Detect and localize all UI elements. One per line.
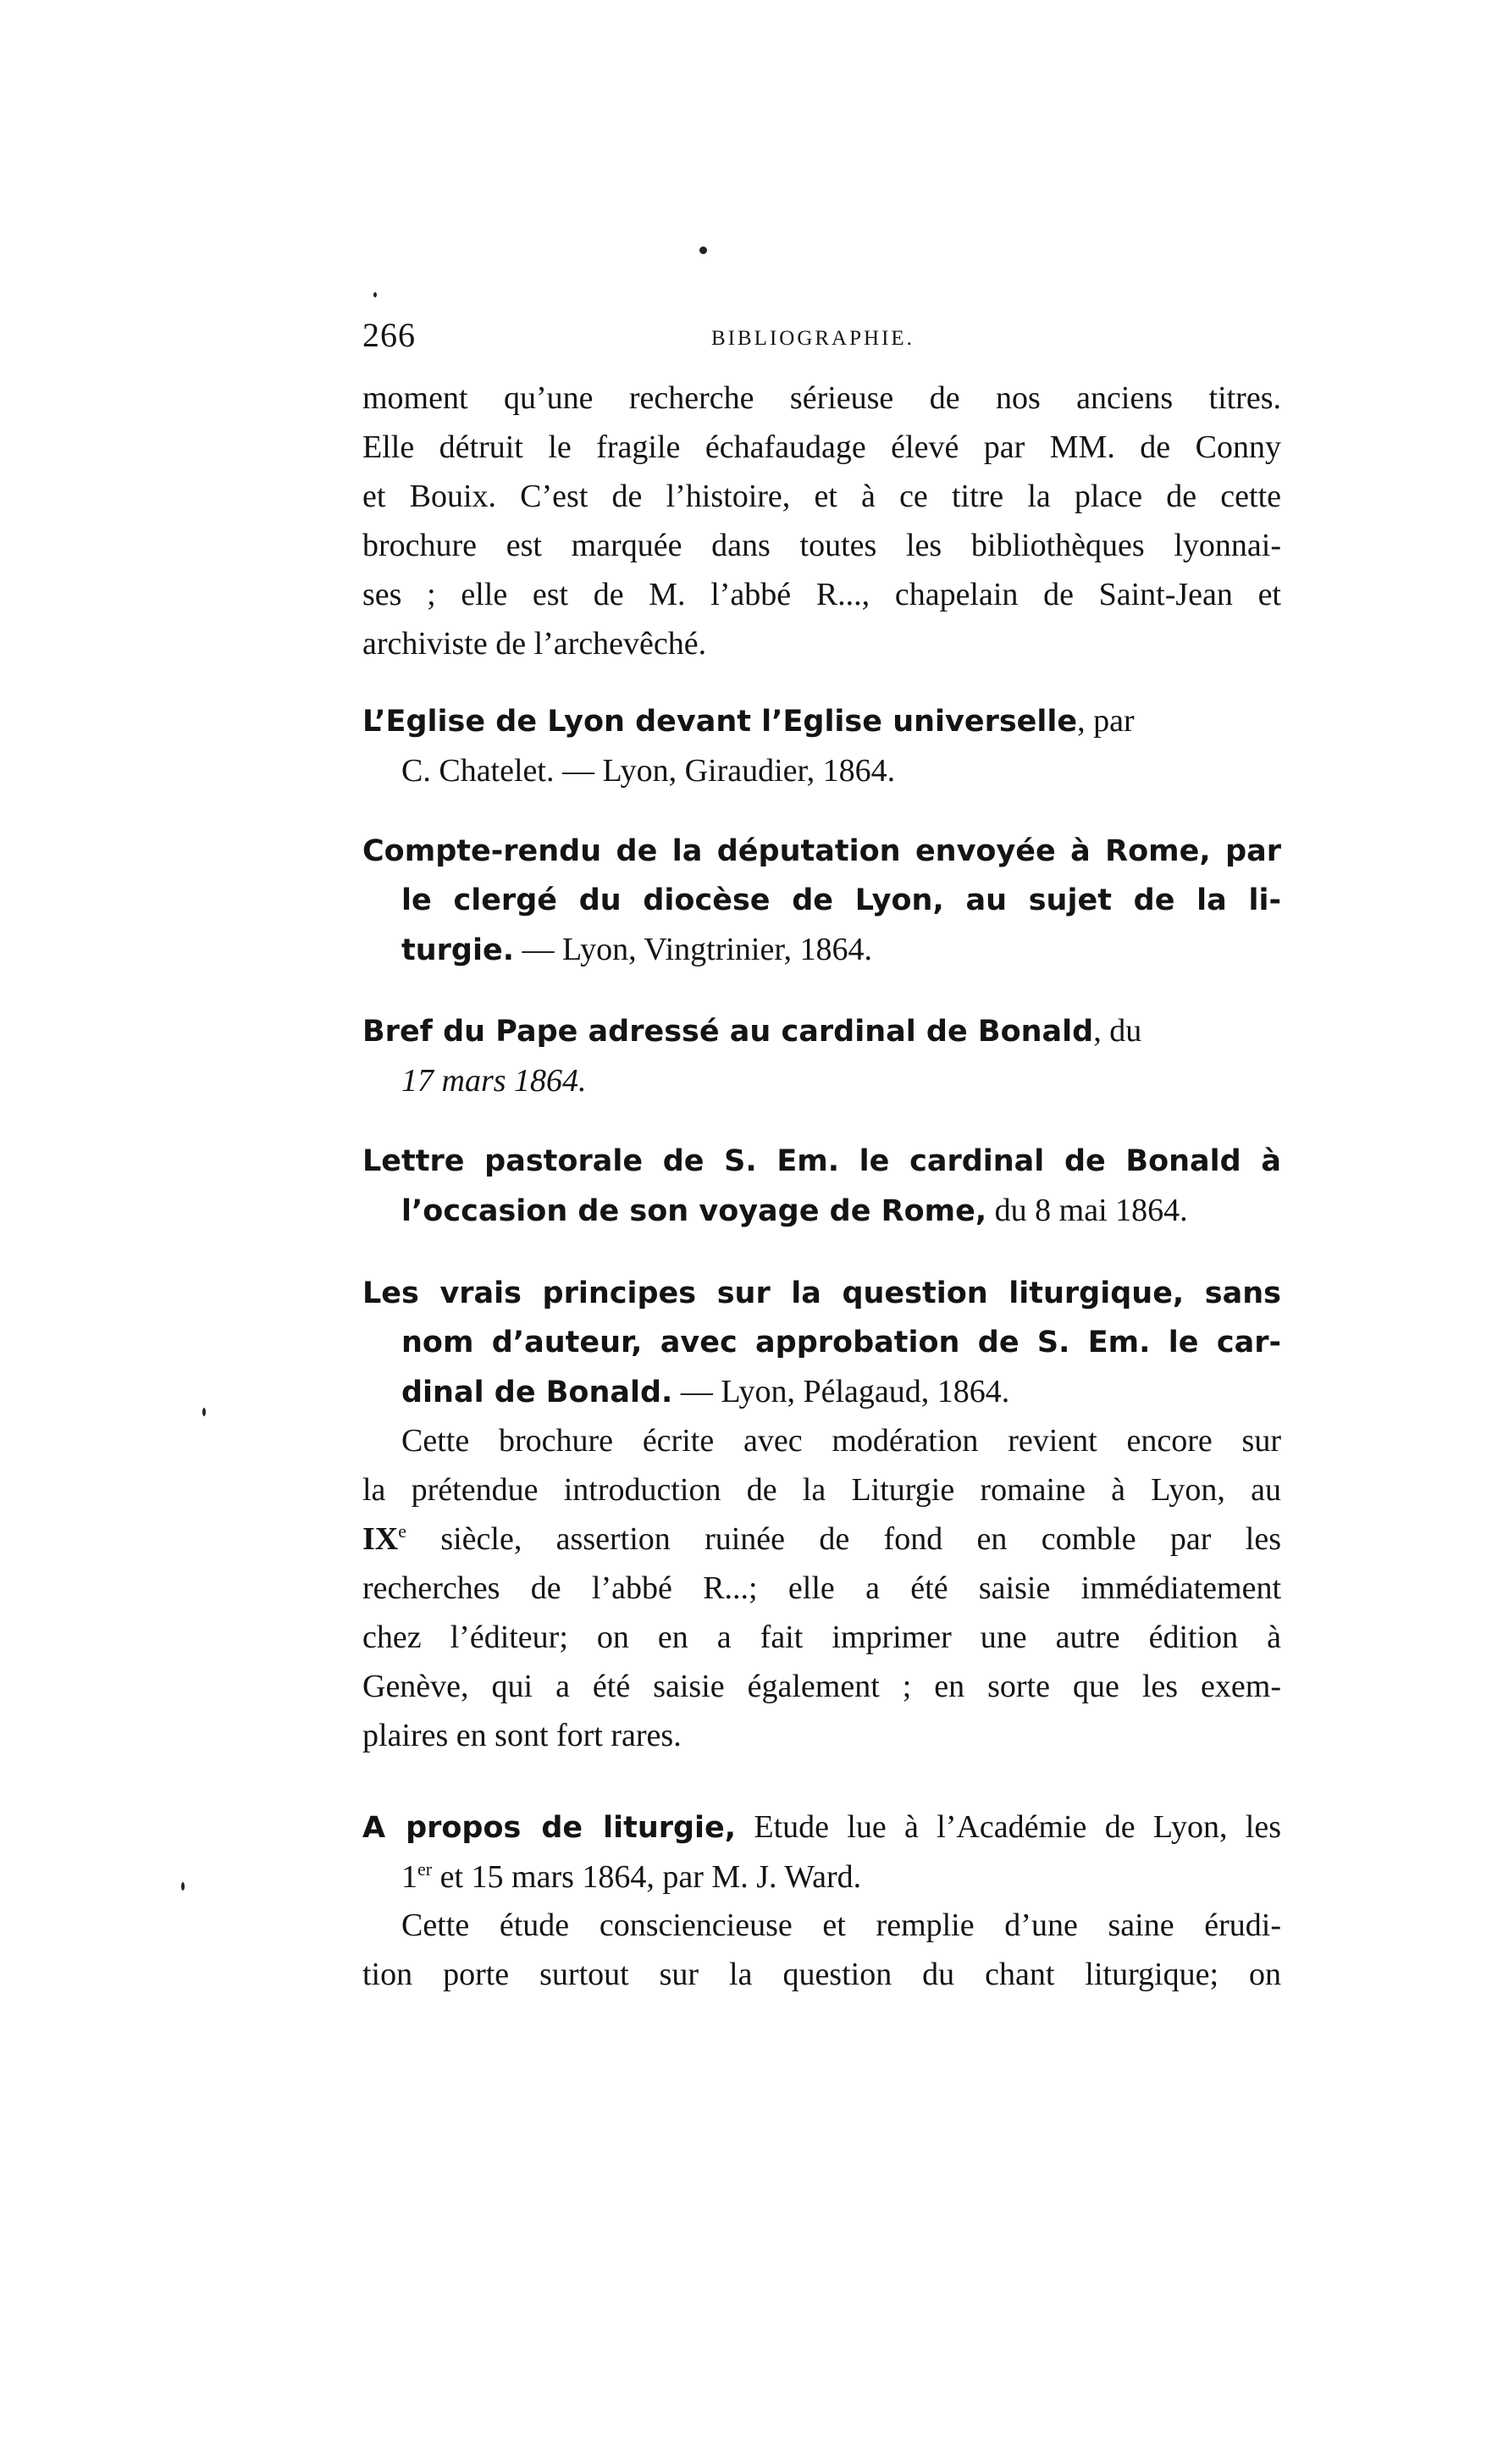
entry-title-line: le clergé du diocèse de Lyon, au sujet de la li- <box>401 883 1281 917</box>
page-header <box>362 315 1281 366</box>
entry-text: , par <box>1077 703 1135 739</box>
paragraph-cette-etude <box>362 1901 1281 1999</box>
text-line: moment qu’une recherche sérieuse de nos anciens titres. <box>362 380 1281 416</box>
text-run: siècle, assertion ruinée de fond en comble par les <box>406 1521 1281 1557</box>
entry-line <box>362 1852 1281 1902</box>
entry-text: — Lyon, Pélagaud, 1864. <box>672 1374 1010 1409</box>
bibliography-entry-5 <box>362 1269 1281 1417</box>
entry-line <box>362 925 1281 975</box>
text-line: brochure est marquée dans toutes les bibliothèques lyonnai- <box>362 528 1281 563</box>
text-line: Cette brochure écrite avec modération revient encore sur <box>401 1423 1281 1459</box>
text-line: et Bouix. C’est de l’histoire, et à ce titre la place de cette <box>362 479 1281 514</box>
entry-text: , du <box>1093 1013 1142 1049</box>
entry-line <box>362 1802 1281 1852</box>
intro-paragraph <box>362 374 1281 668</box>
running-head: BIBLIOGRAPHIE. <box>711 327 915 350</box>
text-line: tion porte surtout sur la question du chant liturgique; on <box>362 1957 1281 1992</box>
text-line: plaires en sont fort rares. <box>362 1718 682 1753</box>
entry-line <box>362 1367 1281 1417</box>
text-run: et 15 mars 1864, par M. J. Ward. <box>432 1859 862 1895</box>
entry-text: du 8 mai 1864. <box>986 1193 1188 1228</box>
entry-title-line: nom d’auteur, avec approbation de S. Em. le car- <box>401 1326 1281 1359</box>
entry-line: 17 mars 1864. <box>401 1063 587 1099</box>
entry-title-line: Les vrais principes sur la question liturgique, sans <box>362 1276 1281 1310</box>
superscript: e <box>398 1520 406 1542</box>
entry-line <box>362 696 1281 746</box>
ink-speck <box>699 246 707 254</box>
text-line: Cette étude consciencieuse et remplie d’une saine érudi- <box>401 1908 1281 1943</box>
text-line: ses ; elle est de M. l’abbé R..., chapelain de Saint-Jean et <box>362 577 1281 612</box>
text-line: archiviste de l’archevêché. <box>362 626 707 662</box>
entry-title: l’occasion de son voyage de Rome, <box>401 1194 987 1228</box>
text-line: recherches de l’abbé R...; elle a été saisie immédiatement <box>362 1570 1281 1606</box>
text-line <box>362 1514 1281 1564</box>
entry-title: turgie. <box>401 933 514 967</box>
ink-speck <box>373 292 377 297</box>
entry-title-line: Compte-rendu de la députation envoyée à Rome, par <box>362 834 1281 868</box>
superscript: er <box>417 1858 433 1880</box>
bibliography-entry-4 <box>362 1137 1281 1236</box>
entry-line: C. Chatelet. — Lyon, Giraudier, 1864. <box>401 753 896 789</box>
entry-title: Bref du Pape adressé au cardinal de Bonald <box>362 1015 1094 1049</box>
entry-text: — Lyon, Vingtrinier, 1864. <box>514 932 872 967</box>
text-line: la prétendue introduction de la Liturgie romaine à Lyon, au <box>362 1472 1281 1508</box>
entry-title: A propos de liturgie, <box>362 1811 737 1845</box>
entry-title: L’Eglise de Lyon devant l’Eglise universelle <box>362 705 1078 739</box>
text-line: Elle détruit le fragile échafaudage élevé par MM. de Conny <box>362 429 1281 465</box>
ink-speck <box>202 1408 206 1416</box>
ink-speck <box>181 1882 185 1891</box>
bibliography-entry-1 <box>362 696 1281 795</box>
bibliography-entry-3 <box>362 1006 1281 1105</box>
bibliography-entry-2 <box>362 827 1281 975</box>
roman-numeral: IX <box>362 1521 399 1557</box>
paragraph-cette-brochure <box>362 1416 1281 1760</box>
text-line: Genève, qui a été saisie également ; en sorte que les exem- <box>362 1669 1281 1704</box>
entry-title: dinal de Bonald. <box>401 1376 673 1409</box>
entry-line <box>362 1006 1281 1056</box>
text-run: 1 <box>401 1859 417 1895</box>
text-line: chez l’éditeur; on en a fait imprimer une autre édition à <box>362 1620 1281 1655</box>
entry-title-line: Lettre pastorale de S. Em. le cardinal de Bonald à <box>362 1144 1281 1178</box>
entry-text: Etude lue à l’Académie de Lyon, les <box>736 1809 1281 1845</box>
page-number: 266 <box>362 316 416 354</box>
entry-line <box>362 1186 1281 1236</box>
bibliography-entry-6 <box>362 1802 1281 1902</box>
